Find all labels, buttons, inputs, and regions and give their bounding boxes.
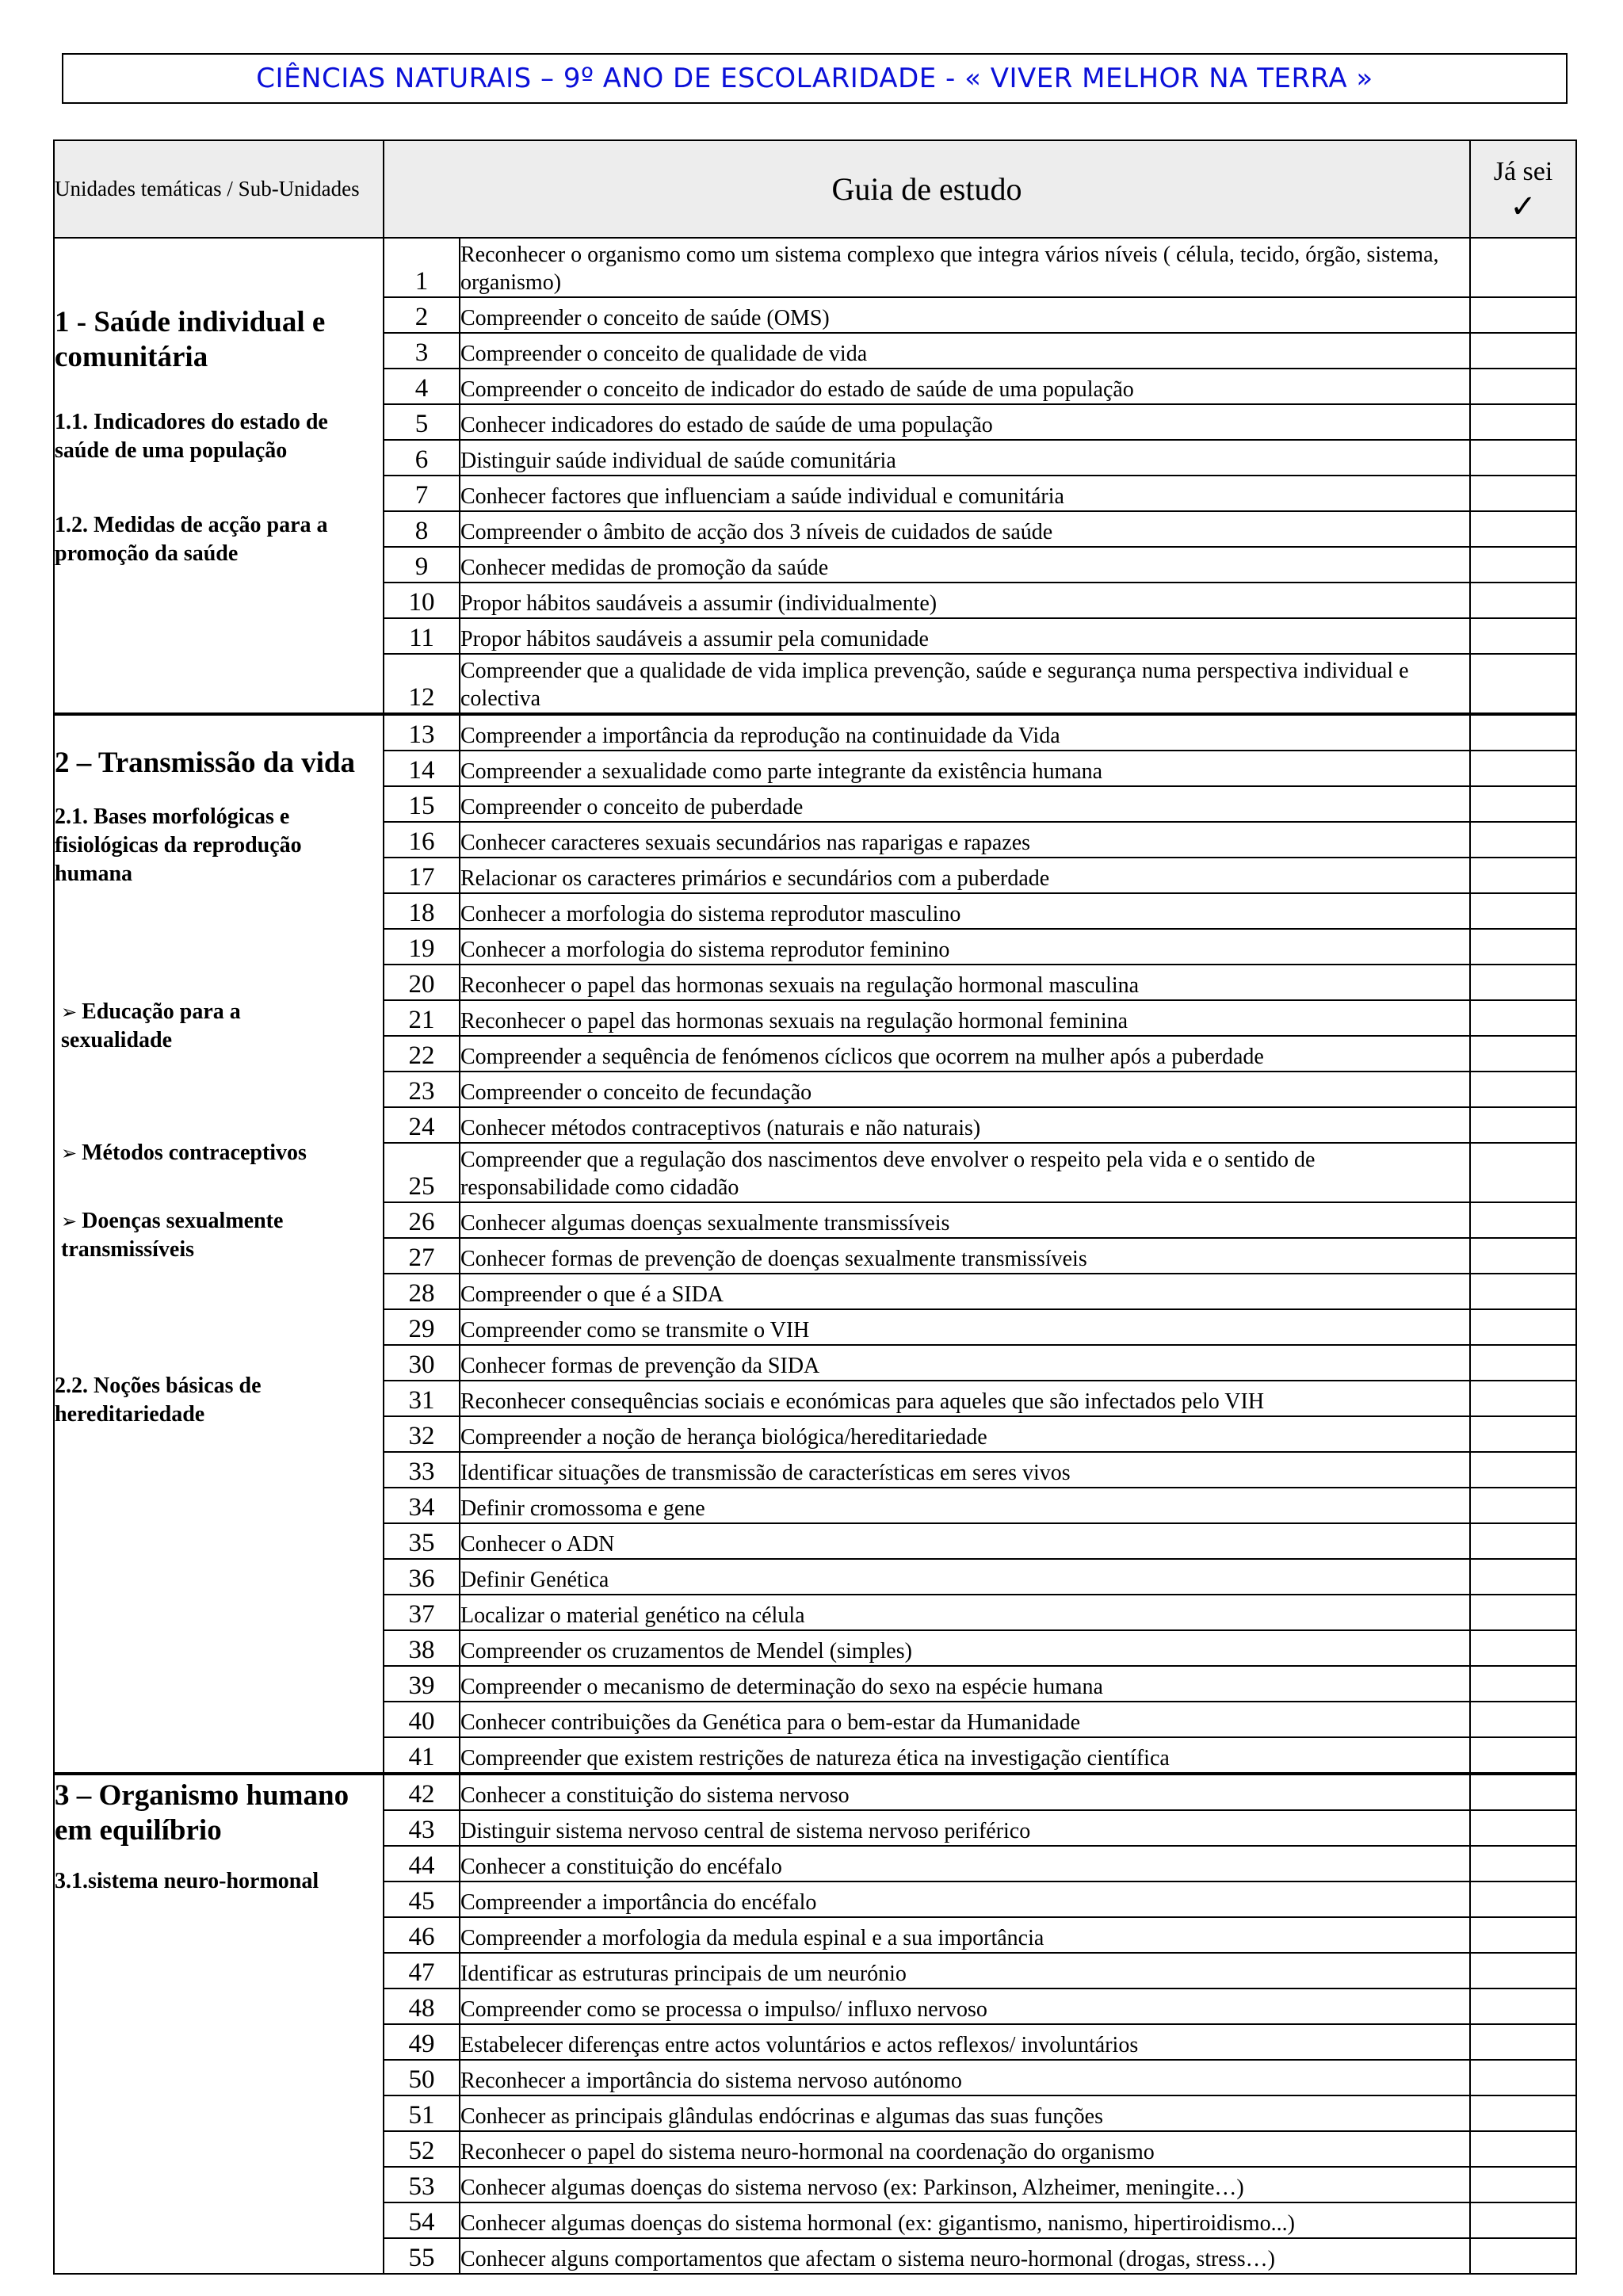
- ja-sei-checkbox[interactable]: [1470, 2202, 1576, 2238]
- item-description: Conhecer métodos contraceptivos (naturais e não naturais): [460, 1107, 1470, 1143]
- arrow-bullet-icon: ➢: [61, 1142, 78, 1164]
- ja-sei-checkbox[interactable]: [1470, 1202, 1576, 1238]
- guide-row: [54, 714, 1576, 751]
- item-description: Conhecer o ADN: [460, 1523, 1470, 1559]
- subunit-title: 1.1. Indicadores do estado de saúde de uma população: [55, 410, 328, 463]
- item-description: Conhecer alguns comportamentos que afectam o sistema neuro-hormonal (drogas, stress…): [460, 2238, 1470, 2274]
- study-guide-table: [53, 139, 1577, 2275]
- item-description: Conhecer contribuições da Genética para o bem-estar da Humanidade: [460, 1702, 1470, 1737]
- ja-sei-checkbox[interactable]: [1470, 1595, 1576, 1630]
- item-number: 34: [384, 1488, 460, 1523]
- item-description: Propor hábitos saudáveis a assumir pela comunidade: [460, 618, 1470, 654]
- ja-sei-checkbox[interactable]: [1470, 1452, 1576, 1488]
- ja-sei-checkbox[interactable]: [1470, 2095, 1576, 2131]
- unit-cell-saude: [54, 238, 384, 714]
- topic-label: Doenças sexualmente transmissíveis: [61, 1209, 284, 1262]
- arrow-bullet-icon: ➢: [61, 1001, 78, 1023]
- ja-sei-checkbox[interactable]: [1470, 1000, 1576, 1036]
- header-row: [54, 140, 1576, 238]
- ja-sei-checkbox[interactable]: [1470, 858, 1576, 893]
- item-number: 38: [384, 1630, 460, 1666]
- checkmark-icon: ✓: [1510, 188, 1537, 225]
- ja-sei-checkbox[interactable]: [1470, 1274, 1576, 1309]
- item-description: Conhecer algumas doenças do sistema nervoso (ex: Parkinson, Alzheimer, meningite…): [460, 2167, 1470, 2202]
- item-number: 26: [384, 1202, 460, 1238]
- guide-row: [54, 238, 1576, 297]
- ja-sei-checkbox[interactable]: [1470, 1309, 1576, 1345]
- item-number: 54: [384, 2202, 460, 2238]
- ja-sei-checkbox[interactable]: [1470, 2238, 1576, 2274]
- topic-bullet: [55, 1207, 330, 1264]
- subunit-title: 1.2. Medidas de acção para a promoção da saúde: [55, 513, 328, 566]
- item-number: 43: [384, 1810, 460, 1846]
- item-description: Conhecer as principais glândulas endócrinas e algumas das suas funções: [460, 2095, 1470, 2131]
- item-description: Compreender que a regulação dos nascimentos deve envolver o respeito pela vida e o sentido de responsabilidade como cidadão: [460, 1143, 1470, 1202]
- item-description: Conhecer medidas de promoção da saúde: [460, 547, 1470, 583]
- ja-sei-checkbox[interactable]: [1470, 654, 1576, 714]
- item-number: 20: [384, 965, 460, 1000]
- item-number: 33: [384, 1452, 460, 1488]
- ja-sei-checkbox[interactable]: [1470, 2167, 1576, 2202]
- ja-sei-checkbox[interactable]: [1470, 1107, 1576, 1143]
- item-description: Distinguir sistema nervoso central de sistema nervoso periférico: [460, 1810, 1470, 1846]
- arrow-bullet-icon: ➢: [61, 1210, 78, 1232]
- ja-sei-checkbox[interactable]: [1470, 1143, 1576, 1202]
- item-number: 28: [384, 1274, 460, 1309]
- item-number: 2: [384, 297, 460, 333]
- item-description: Compreender que a qualidade de vida implica prevenção, saúde e segurança numa perspectiva individual e colectiva: [460, 654, 1470, 714]
- ja-sei-checkbox[interactable]: [1470, 1381, 1576, 1416]
- unit-title: 3 – Organismo humano em equilíbrio: [55, 1779, 349, 1847]
- item-description: Reconhecer o papel das hormonas sexuais na regulação hormonal masculina: [460, 965, 1470, 1000]
- ja-sei-checkbox[interactable]: [1470, 511, 1576, 547]
- item-description: Reconhecer o papel do sistema neuro-hormonal na coordenação do organismo: [460, 2131, 1470, 2167]
- subunit-title: 2.1. Bases morfológicas e fisiológicas da reprodução humana: [55, 804, 302, 886]
- item-description: Conhecer a constituição do sistema nervoso: [460, 1774, 1470, 1810]
- item-number: 6: [384, 440, 460, 476]
- item-number: 18: [384, 893, 460, 929]
- item-number: 35: [384, 1523, 460, 1559]
- subunit-title: 3.1.sistema neuro-hormonal: [55, 1869, 319, 1893]
- item-number: 48: [384, 1988, 460, 2024]
- ja-sei-checkbox[interactable]: [1470, 714, 1576, 751]
- item-description: Propor hábitos saudáveis a assumir (individualmente): [460, 583, 1470, 618]
- item-description: Compreender a morfologia da medula espinal e a sua importância: [460, 1917, 1470, 1953]
- ja-sei-checkbox[interactable]: [1470, 1238, 1576, 1274]
- item-number: 10: [384, 583, 460, 618]
- item-description: Compreender os cruzamentos de Mendel (simples): [460, 1630, 1470, 1666]
- item-description: Distinguir saúde individual de saúde comunitária: [460, 440, 1470, 476]
- ja-sei-checkbox[interactable]: [1470, 1737, 1576, 1774]
- guide-row: [54, 1774, 1576, 1810]
- item-number: 9: [384, 547, 460, 583]
- item-number: 36: [384, 1559, 460, 1595]
- item-number: 5: [384, 404, 460, 440]
- item-description: Relacionar os caracteres primários e secundários com a puberdade: [460, 858, 1470, 893]
- unit-cell-transmissao: [54, 714, 384, 1774]
- ja-sei-checkbox[interactable]: [1470, 893, 1576, 929]
- item-description: Conhecer a morfologia do sistema reprodutor masculino: [460, 893, 1470, 929]
- ja-sei-checkbox[interactable]: [1470, 965, 1576, 1000]
- item-description: Conhecer a constituição do encéfalo: [460, 1846, 1470, 1881]
- item-description: Conhecer algumas doenças do sistema hormonal (ex: gigantismo, nanismo, hipertiroidismo...): [460, 2202, 1470, 2238]
- ja-sei-checkbox[interactable]: [1470, 369, 1576, 404]
- item-description: Definir Genética: [460, 1559, 1470, 1595]
- item-number: 27: [384, 1238, 460, 1274]
- item-number: 30: [384, 1345, 460, 1381]
- ja-sei-checkbox[interactable]: [1470, 1988, 1576, 2024]
- item-number: 51: [384, 2095, 460, 2131]
- title-box: [62, 53, 1568, 104]
- item-number: 42: [384, 1774, 460, 1810]
- item-number: 55: [384, 2238, 460, 2274]
- item-number: 52: [384, 2131, 460, 2167]
- item-description: Compreender como se transmite o VIH: [460, 1309, 1470, 1345]
- item-description: Compreender o mecanismo de determinação do sexo na espécie humana: [460, 1666, 1470, 1702]
- ja-sei-checkbox[interactable]: [1470, 1345, 1576, 1381]
- topic-bullet: [55, 998, 299, 1055]
- item-description: Compreender que existem restrições de natureza ética na investigação científica: [460, 1737, 1470, 1774]
- ja-sei-checkbox[interactable]: [1470, 1702, 1576, 1737]
- ja-sei-checkbox[interactable]: [1470, 1416, 1576, 1452]
- item-description: Identificar as estruturas principais de um neurónio: [460, 1953, 1470, 1988]
- item-description: Compreender a importância da reprodução na continuidade da Vida: [460, 714, 1470, 751]
- item-number: 45: [384, 1881, 460, 1917]
- item-number: 32: [384, 1416, 460, 1452]
- item-description: Conhecer formas de prevenção da SIDA: [460, 1345, 1470, 1381]
- topic-bullet: [55, 1139, 383, 1167]
- item-number: 17: [384, 858, 460, 893]
- ja-sei-checkbox[interactable]: [1470, 1953, 1576, 1988]
- item-description: Reconhecer consequências sociais e económicas para aqueles que são infectados pelo VIH: [460, 1381, 1470, 1416]
- item-description: Localizar o material genético na célula: [460, 1595, 1470, 1630]
- item-number: 40: [384, 1702, 460, 1737]
- ja-sei-checkbox[interactable]: [1470, 476, 1576, 511]
- ja-sei-checkbox[interactable]: [1470, 618, 1576, 654]
- item-number: 41: [384, 1737, 460, 1774]
- item-number: 13: [384, 714, 460, 751]
- item-description: Compreender a sexualidade como parte integrante da existência humana: [460, 751, 1470, 786]
- ja-sei-checkbox[interactable]: [1470, 2024, 1576, 2060]
- item-description: Compreender o âmbito de acção dos 3 níveis de cuidados de saúde: [460, 511, 1470, 547]
- item-number: 39: [384, 1666, 460, 1702]
- item-description: Compreender como se processa o impulso/ influxo nervoso: [460, 1988, 1470, 2024]
- item-description: Compreender o conceito de qualidade de vida: [460, 333, 1470, 369]
- item-description: Conhecer a morfologia do sistema reprodutor feminino: [460, 929, 1470, 965]
- item-description: Compreender o conceito de fecundação: [460, 1072, 1470, 1107]
- topic-label: Métodos contraceptivos: [82, 1140, 307, 1165]
- document-title: CIÊNCIAS NATURAIS – 9º ANO DE ESCOLARIDADE - « VIVER MELHOR NA TERRA »: [256, 63, 1373, 94]
- item-description: Compreender o que é a SIDA: [460, 1274, 1470, 1309]
- item-number: 14: [384, 751, 460, 786]
- topic-label: Educação para a sexualidade: [61, 999, 241, 1052]
- item-number: 37: [384, 1595, 460, 1630]
- unit-title: 2 – Transmissão da vida: [55, 747, 355, 779]
- ja-sei-checkbox[interactable]: [1470, 751, 1576, 786]
- item-description: Compreender a importância do encéfalo: [460, 1881, 1470, 1917]
- item-description: Estabelecer diferenças entre actos voluntários e actos reflexos/ involuntários: [460, 2024, 1470, 2060]
- ja-sei-checkbox[interactable]: [1470, 297, 1576, 333]
- item-description: Conhecer formas de prevenção de doenças sexualmente transmissíveis: [460, 1238, 1470, 1274]
- item-number: 31: [384, 1381, 460, 1416]
- item-description: Compreender o conceito de indicador do estado de saúde de uma população: [460, 369, 1470, 404]
- ja-sei-checkbox[interactable]: [1470, 238, 1576, 297]
- item-number: 19: [384, 929, 460, 965]
- ja-sei-checkbox[interactable]: [1470, 1666, 1576, 1702]
- ja-sei-checkbox[interactable]: [1470, 1881, 1576, 1917]
- ja-sei-checkbox[interactable]: [1470, 1810, 1576, 1846]
- ja-sei-checkbox[interactable]: [1470, 929, 1576, 965]
- item-description: Conhecer indicadores do estado de saúde de uma população: [460, 404, 1470, 440]
- header-jasei: [1470, 140, 1576, 238]
- unit-cell-organismo: [54, 1774, 384, 2274]
- header-jasei-label: Já sei: [1493, 156, 1553, 186]
- ja-sei-checkbox[interactable]: [1470, 822, 1576, 858]
- item-number: 24: [384, 1107, 460, 1143]
- ja-sei-checkbox[interactable]: [1470, 1523, 1576, 1559]
- item-number: 49: [384, 2024, 460, 2060]
- item-number: 53: [384, 2167, 460, 2202]
- item-description: Conhecer factores que influenciam a saúde individual e comunitária: [460, 476, 1470, 511]
- ja-sei-checkbox[interactable]: [1470, 786, 1576, 822]
- item-number: 11: [384, 618, 460, 654]
- item-number: 8: [384, 511, 460, 547]
- item-number: 22: [384, 1036, 460, 1072]
- ja-sei-checkbox[interactable]: [1470, 404, 1576, 440]
- item-number: 4: [384, 369, 460, 404]
- ja-sei-checkbox[interactable]: [1470, 583, 1576, 618]
- ja-sei-checkbox[interactable]: [1470, 2060, 1576, 2095]
- ja-sei-checkbox[interactable]: [1470, 1072, 1576, 1107]
- ja-sei-checkbox[interactable]: [1470, 440, 1576, 476]
- item-number: 47: [384, 1953, 460, 1988]
- item-number: 25: [384, 1143, 460, 1202]
- item-description: Reconhecer a importância do sistema nervoso autónomo: [460, 2060, 1470, 2095]
- unit-title: 1 - Saúde individual e comunitária: [55, 306, 326, 373]
- item-number: 46: [384, 1917, 460, 1953]
- item-description: Conhecer caracteres sexuais secundários nas raparigas e rapazes: [460, 822, 1470, 858]
- item-number: 1: [384, 238, 460, 297]
- ja-sei-checkbox[interactable]: [1470, 1774, 1576, 1810]
- ja-sei-checkbox[interactable]: [1470, 1846, 1576, 1881]
- item-number: 44: [384, 1846, 460, 1881]
- item-description: Reconhecer o papel das hormonas sexuais na regulação hormonal feminina: [460, 1000, 1470, 1036]
- item-number: 21: [384, 1000, 460, 1036]
- ja-sei-checkbox[interactable]: [1470, 1036, 1576, 1072]
- item-number: 29: [384, 1309, 460, 1345]
- ja-sei-checkbox[interactable]: [1470, 333, 1576, 369]
- ja-sei-checkbox[interactable]: [1470, 1559, 1576, 1595]
- ja-sei-checkbox[interactable]: [1470, 1488, 1576, 1523]
- header-guide: Guia de estudo: [384, 140, 1470, 238]
- item-description: Conhecer algumas doenças sexualmente transmissíveis: [460, 1202, 1470, 1238]
- item-number: 15: [384, 786, 460, 822]
- item-description: Identificar situações de transmissão de características em seres vivos: [460, 1452, 1470, 1488]
- item-number: 50: [384, 2060, 460, 2095]
- subunit-title: 2.2. Noções básicas de hereditariedade: [55, 1373, 262, 1427]
- item-number: 7: [384, 476, 460, 511]
- item-number: 16: [384, 822, 460, 858]
- item-description: Compreender o conceito de saúde (OMS): [460, 297, 1470, 333]
- ja-sei-checkbox[interactable]: [1470, 1630, 1576, 1666]
- ja-sei-checkbox[interactable]: [1470, 2131, 1576, 2167]
- item-number: 3: [384, 333, 460, 369]
- item-number: 12: [384, 654, 460, 714]
- header-units: Unidades temáticas / Sub-Unidades: [54, 140, 384, 238]
- item-description: Reconhecer o organismo como um sistema complexo que integra vários níveis ( célula, tecido, órgão, sistema, organismo): [460, 238, 1470, 297]
- item-description: Compreender a sequência de fenómenos cíclicos que ocorrem na mulher após a puberdade: [460, 1036, 1470, 1072]
- item-description: Compreender a noção de herança biológica/hereditariedade: [460, 1416, 1470, 1452]
- item-description: Definir cromossoma e gene: [460, 1488, 1470, 1523]
- ja-sei-checkbox[interactable]: [1470, 1917, 1576, 1953]
- item-description: Compreender o conceito de puberdade: [460, 786, 1470, 822]
- item-number: 23: [384, 1072, 460, 1107]
- ja-sei-checkbox[interactable]: [1470, 547, 1576, 583]
